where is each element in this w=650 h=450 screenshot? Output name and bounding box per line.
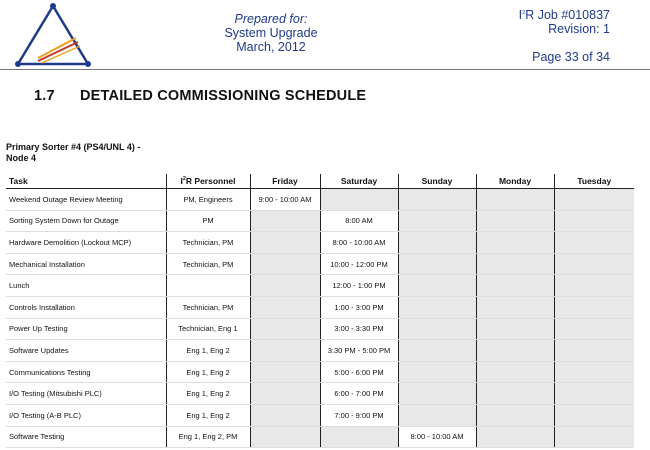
cell-task: Hardware Demolition (Lockout MCP)	[6, 232, 166, 254]
cell-friday	[250, 404, 320, 426]
cell-friday	[250, 340, 320, 362]
cell-personnel: Eng 1, Eng 2	[166, 383, 250, 405]
job-block	[519, 6, 610, 64]
cell-friday: 9:00 - 10:00 AM	[250, 189, 320, 211]
cell-friday	[250, 296, 320, 318]
page-number: Page 33 of 34	[532, 50, 610, 65]
cell-friday	[250, 318, 320, 340]
cell-task: Software Updates	[6, 340, 166, 362]
cell-saturday	[320, 426, 398, 448]
table-row	[6, 232, 634, 254]
schedule-subheading	[6, 142, 206, 164]
cell-sunday	[398, 189, 476, 211]
cell-monday	[476, 210, 554, 232]
cell-monday	[476, 426, 554, 448]
section-number: 1.7	[34, 88, 55, 104]
cell-friday	[250, 275, 320, 297]
cell-personnel: Technician, PM	[166, 296, 250, 318]
section-title: DETAILED COMMISSIONING SCHEDULE	[80, 88, 367, 104]
prepared-for-block	[196, 12, 346, 54]
cell-saturday: 3:30 PM - 5:00 PM	[320, 340, 398, 362]
cell-personnel: Eng 1, Eng 2	[166, 340, 250, 362]
table-row	[6, 318, 634, 340]
prepared-for-name: System Upgrade	[224, 26, 318, 40]
cell-tuesday	[554, 426, 634, 448]
cell-personnel: Eng 1, Eng 2	[166, 361, 250, 383]
col-header-personnel: $I^2R$ Personnel	[166, 174, 250, 189]
table-row	[6, 253, 634, 275]
cell-monday	[476, 232, 554, 254]
cell-friday	[250, 253, 320, 275]
cell-task: I/O Testing (Mitsubishi PLC)	[6, 383, 166, 405]
cell-tuesday	[554, 383, 634, 405]
cell-friday	[250, 361, 320, 383]
cell-monday	[476, 318, 554, 340]
cell-monday	[476, 253, 554, 275]
cell-sunday	[398, 361, 476, 383]
cell-personnel: PM, Engineers	[166, 189, 250, 211]
cell-task: Sorting System Down for Outage	[6, 210, 166, 232]
company-logo	[12, 2, 94, 68]
cell-monday	[476, 340, 554, 362]
cell-task: Weekend Outage Review Meeting	[6, 189, 166, 211]
cell-tuesday	[554, 404, 634, 426]
cell-friday	[250, 383, 320, 405]
cell-tuesday	[554, 296, 634, 318]
cell-sunday	[398, 275, 476, 297]
cell-personnel	[166, 275, 250, 297]
cell-saturday: 1:00 - 3:00 PM	[320, 296, 398, 318]
cell-sunday: 8:00 - 10:00 AM	[398, 426, 476, 448]
table-row	[6, 383, 634, 405]
cell-tuesday	[554, 189, 634, 211]
cell-task: I/O Testing (A-B PLC)	[6, 404, 166, 426]
cell-task: Communications Testing	[6, 361, 166, 383]
cell-personnel: Technician, PM	[166, 253, 250, 275]
header-divider	[0, 69, 650, 70]
cell-sunday	[398, 232, 476, 254]
cell-personnel: PM	[166, 210, 250, 232]
cell-saturday: 7:00 - 9:00 PM	[320, 404, 398, 426]
cell-personnel: Technician, PM	[166, 232, 250, 254]
cell-monday	[476, 404, 554, 426]
commissioning-schedule-table	[6, 174, 634, 448]
col-header-sunday: Sunday	[398, 174, 476, 189]
cell-task: Mechanical Installation	[6, 253, 166, 275]
cell-task: Controls Installation	[6, 296, 166, 318]
revision: Revision: 1	[548, 22, 610, 37]
cell-personnel: Eng 1, Eng 2	[166, 404, 250, 426]
job-number: $I^2R$ Job #010837	[518, 8, 610, 23]
cell-monday	[476, 275, 554, 297]
cell-sunday	[398, 253, 476, 275]
cell-sunday	[398, 404, 476, 426]
table-header-row	[6, 174, 634, 189]
cell-saturday: 10:00 - 12:00 PM	[320, 253, 398, 275]
cell-sunday	[398, 340, 476, 362]
cell-saturday: 8:00 - 10:00 AM	[320, 232, 398, 254]
cell-saturday: 8:00 AM	[320, 210, 398, 232]
subheading-line-2: Node 4	[6, 153, 37, 163]
cell-task: Lunch	[6, 275, 166, 297]
cell-saturday: 12:00 - 1:00 PM	[320, 275, 398, 297]
table-row	[6, 340, 634, 362]
table-row	[6, 361, 634, 383]
cell-monday	[476, 383, 554, 405]
subheading-line-1: Primary Sorter #4 (PS4/UNL 4) -	[6, 142, 141, 152]
cell-saturday: 6:00 - 7:00 PM	[320, 383, 398, 405]
cell-sunday	[398, 210, 476, 232]
cell-tuesday	[554, 253, 634, 275]
cell-monday	[476, 296, 554, 318]
table-row	[6, 210, 634, 232]
table-row	[6, 426, 634, 448]
table-row	[6, 189, 634, 211]
col-header-monday: Monday	[476, 174, 554, 189]
table-row	[6, 404, 634, 426]
cell-saturday	[320, 189, 398, 211]
prepared-date: March, 2012	[236, 40, 306, 54]
cell-tuesday	[554, 275, 634, 297]
cell-tuesday	[554, 361, 634, 383]
col-header-saturday: Saturday	[320, 174, 398, 189]
cell-tuesday	[554, 232, 634, 254]
section-heading	[34, 88, 366, 104]
table-row	[6, 275, 634, 297]
cell-personnel: Technician, Eng 1	[166, 318, 250, 340]
col-header-friday: Friday	[250, 174, 320, 189]
prepared-for-label: Prepared for:	[234, 12, 308, 26]
cell-task: Software Testing	[6, 426, 166, 448]
cell-sunday	[398, 318, 476, 340]
cell-sunday	[398, 383, 476, 405]
cell-friday	[250, 210, 320, 232]
cell-saturday: 3:00 - 3:30 PM	[320, 318, 398, 340]
cell-personnel: Eng 1, Eng 2, PM	[166, 426, 250, 448]
cell-tuesday	[554, 340, 634, 362]
cell-monday	[476, 189, 554, 211]
cell-sunday	[398, 296, 476, 318]
col-header-task: Task	[6, 174, 166, 189]
col-header-tuesday: Tuesday	[554, 174, 634, 189]
cell-tuesday	[554, 210, 634, 232]
cell-task: Power Up Testing	[6, 318, 166, 340]
cell-friday	[250, 426, 320, 448]
cell-tuesday	[554, 318, 634, 340]
table-row	[6, 296, 634, 318]
cell-friday	[250, 232, 320, 254]
cell-saturday: 5:00 - 6:00 PM	[320, 361, 398, 383]
cell-monday	[476, 361, 554, 383]
